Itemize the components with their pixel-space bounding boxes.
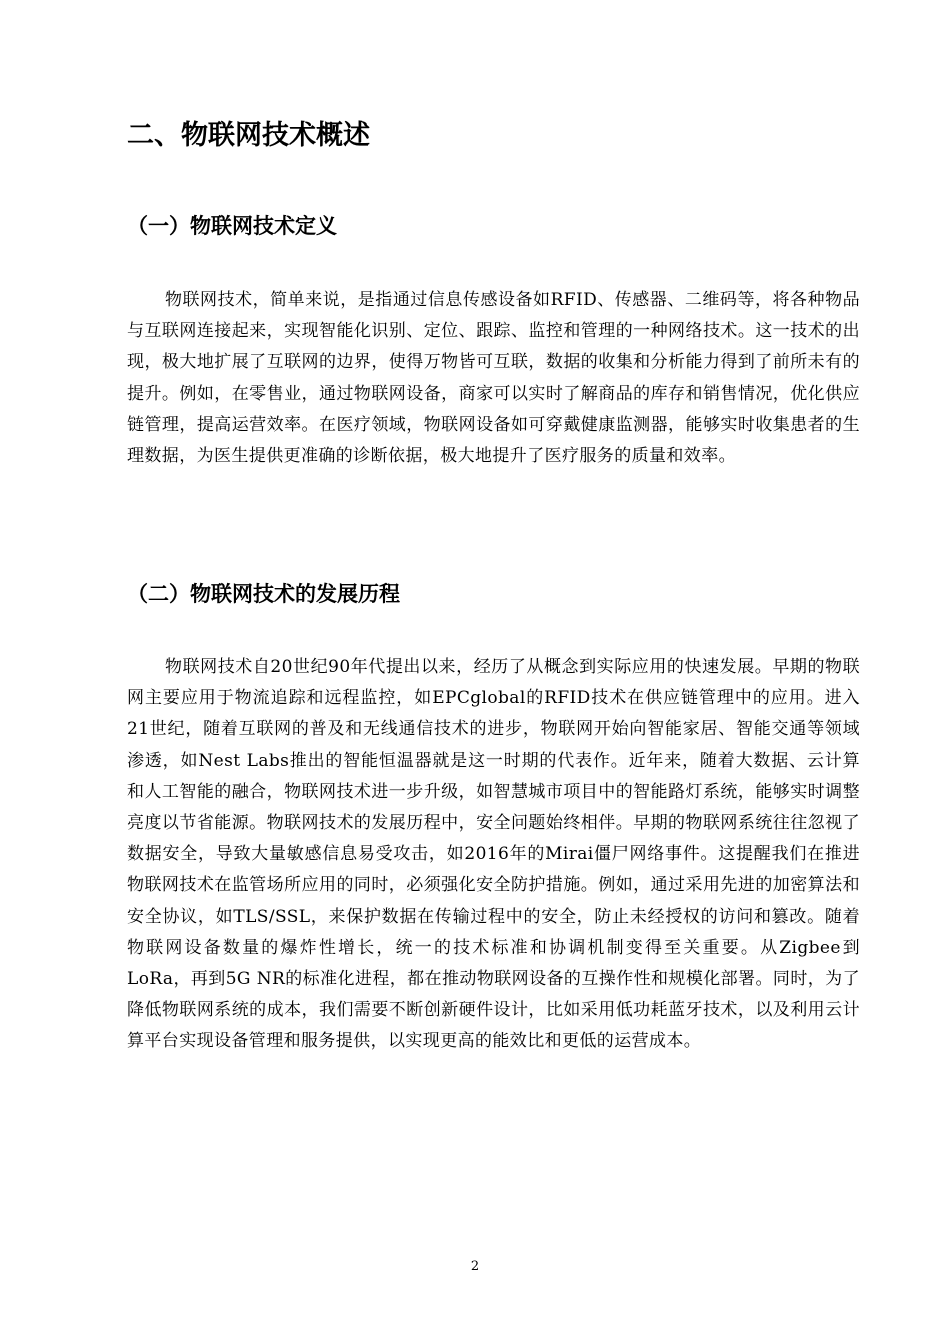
section-heading-history: （二）物联网技术的发展历程 (127, 582, 400, 606)
section-heading-definition: （一）物联网技术定义 (127, 214, 337, 238)
section-paragraph-history: 物联网技术自20世纪90年代提出以来，经历了从概念到实际应用的快速发展。早期的物联网主要应用于物流追踪和远程监控，如EPCglobal的RFID技术在供应链管理中的应用。进入21世纪，随着互联网的普及和无线通信技术的进步，物联网开始向智能家居、智能交通等领域渗透，如Nest Labs推出的智能恒温器就是这一时期的代表作。近年来，随着大数据、云计算和人工智能的融合，物联网技术进一步升级，如智慧城市项目中的智能路灯系统，能够实时调整亮度以节省能源。物联网技术的发展历程中，安全问题始终相伴。早期的物联网系统往往忽视了数据安全，导致大量敏感信息易受攻击，如2016年的Mirai僵尸网络事件。这提醒我们在推进物联网技术在监管场所应用的同时，必须强化安全防护措施。例如，通过采用先进的加密算法和安全协议，如TLS/SSL，来保护数据在传输过程中的安全，防止未经授权的访问和篡改。随着物联网设备数量的爆炸性增长，统一的技术标准和协调机制变得至关重要。从Zigbee到LoRa，再到5G NR的标准化进程，都在推动物联网设备的互操作性和规模化部署。同时，为了降低物联网系统的成本，我们需要不断创新硬件设计，比如采用低功耗蓝牙技术，以及利用云计算平台实现设备管理和服务提供，以实现更高的能效比和更低的运营成本。 (127, 657, 860, 1052)
chapter-title: 二、物联网技术概述 (127, 120, 370, 151)
page-number: 2 (470, 1259, 480, 1274)
section-paragraph-definition: 物联网技术，简单来说，是指通过信息传感设备如RFID、传感器、二维码等，将各种物品与互联网连接起来，实现智能化识别、定位、跟踪、监控和管理的一种网络技术。这一技术的出现，极大地扩展了互联网的边界，使得万物皆可互联，数据的收集和分析能力得到了前所未有的提升。例如，在零售业，通过物联网设备，商家可以实时了解商品的库存和销售情况，优化供应链管理，提高运营效率。在医疗领域，物联网设备如可穿戴健康监测器，能够实时收集患者的生理数据，为医生提供更准确的诊断依据，极大地提升了医疗服务的质量和效率。 (127, 290, 860, 467)
